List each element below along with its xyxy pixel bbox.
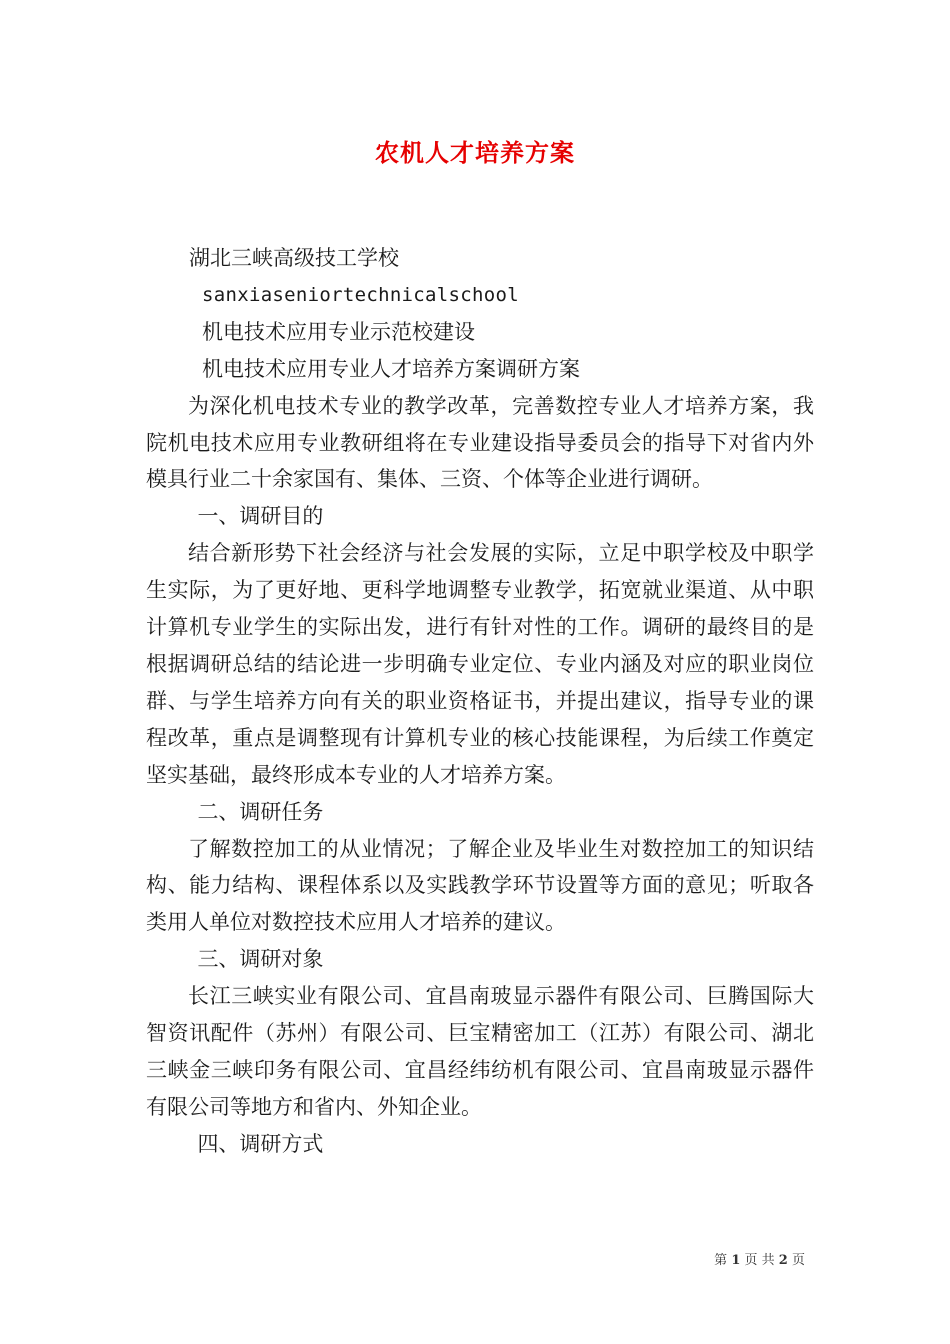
intro-paragraph: 为深化机电技术专业的教学改革，完善数控专业人才培养方案，我院机电技术应用专业教研组将在专业建设指导委员会的指导下对省内外模具行业二十余家国有、集体、三资、个体等企业进行调研。 — [146, 393, 814, 492]
document-body — [146, 240, 814, 1163]
page-label-suffix: 页 — [791, 1253, 805, 1268]
school-name-en: sanxiaseniortechnicalschool — [202, 283, 519, 306]
section-text-targets: 长江三峡实业有限公司、宜昌南玻显示器件有限公司、巨腾国际大智资讯配件（苏州）有限公司、巨宝精密加工（江苏）有限公司、湖北三峡金三峡印务有限公司、宜昌经纬纺机有限公司、宜昌南玻显示器件有限公司等地方和省内、外知企业。 — [146, 984, 814, 1119]
plan-title: 机电技术应用专业人才培养方案调研方案 — [202, 356, 580, 381]
school-name: 湖北三峡高级技工学校 — [189, 246, 399, 270]
page-label-prefix: 第 — [714, 1253, 728, 1268]
page-label-middle: 页 共 — [744, 1253, 775, 1268]
project-name: 机电技术应用专业示范校建设 — [202, 319, 475, 344]
section-heading-targets: 三、调研对象 — [197, 947, 324, 972]
section-heading-tasks: 二、调研任务 — [197, 799, 324, 824]
current-page: 1 — [731, 1253, 741, 1268]
total-pages: 2 — [778, 1253, 788, 1268]
section-text-tasks: 了解数控加工的从业情况；了解企业及毕业生对数控加工的知识结构、能力结构、课程体系以及实践教学环节设置等方面的意见；听取各类用人单位对数控技术应用人才培养的建议。 — [146, 836, 814, 935]
section-heading-purpose: 一、调研目的 — [197, 504, 324, 529]
document-title: 农机人才培养方案 — [375, 138, 575, 167]
section-heading-methods: 四、调研方式 — [197, 1131, 324, 1156]
section-text-purpose: 结合新形势下社会经济与社会发展的实际，立足中职学校及中职学生实际，为了更好地、更科学地调整专业教学，拓宽就业渠道、从中职计算机专业学生的实际出发，进行有针对性的工作。调研的最终目的是根据调研总结的结论进一步明确专业定位、专业内涵及对应的职业岗位群、与学生培养方向有关的职业资格证书，并提出建议，指导专业的课程改革，重点是调整现有计算机专业的核心技能课程，为后续工作奠定坚实基础，最终形成本专业的人才培养方案。 — [146, 541, 814, 787]
page-number — [0, 1249, 805, 1268]
